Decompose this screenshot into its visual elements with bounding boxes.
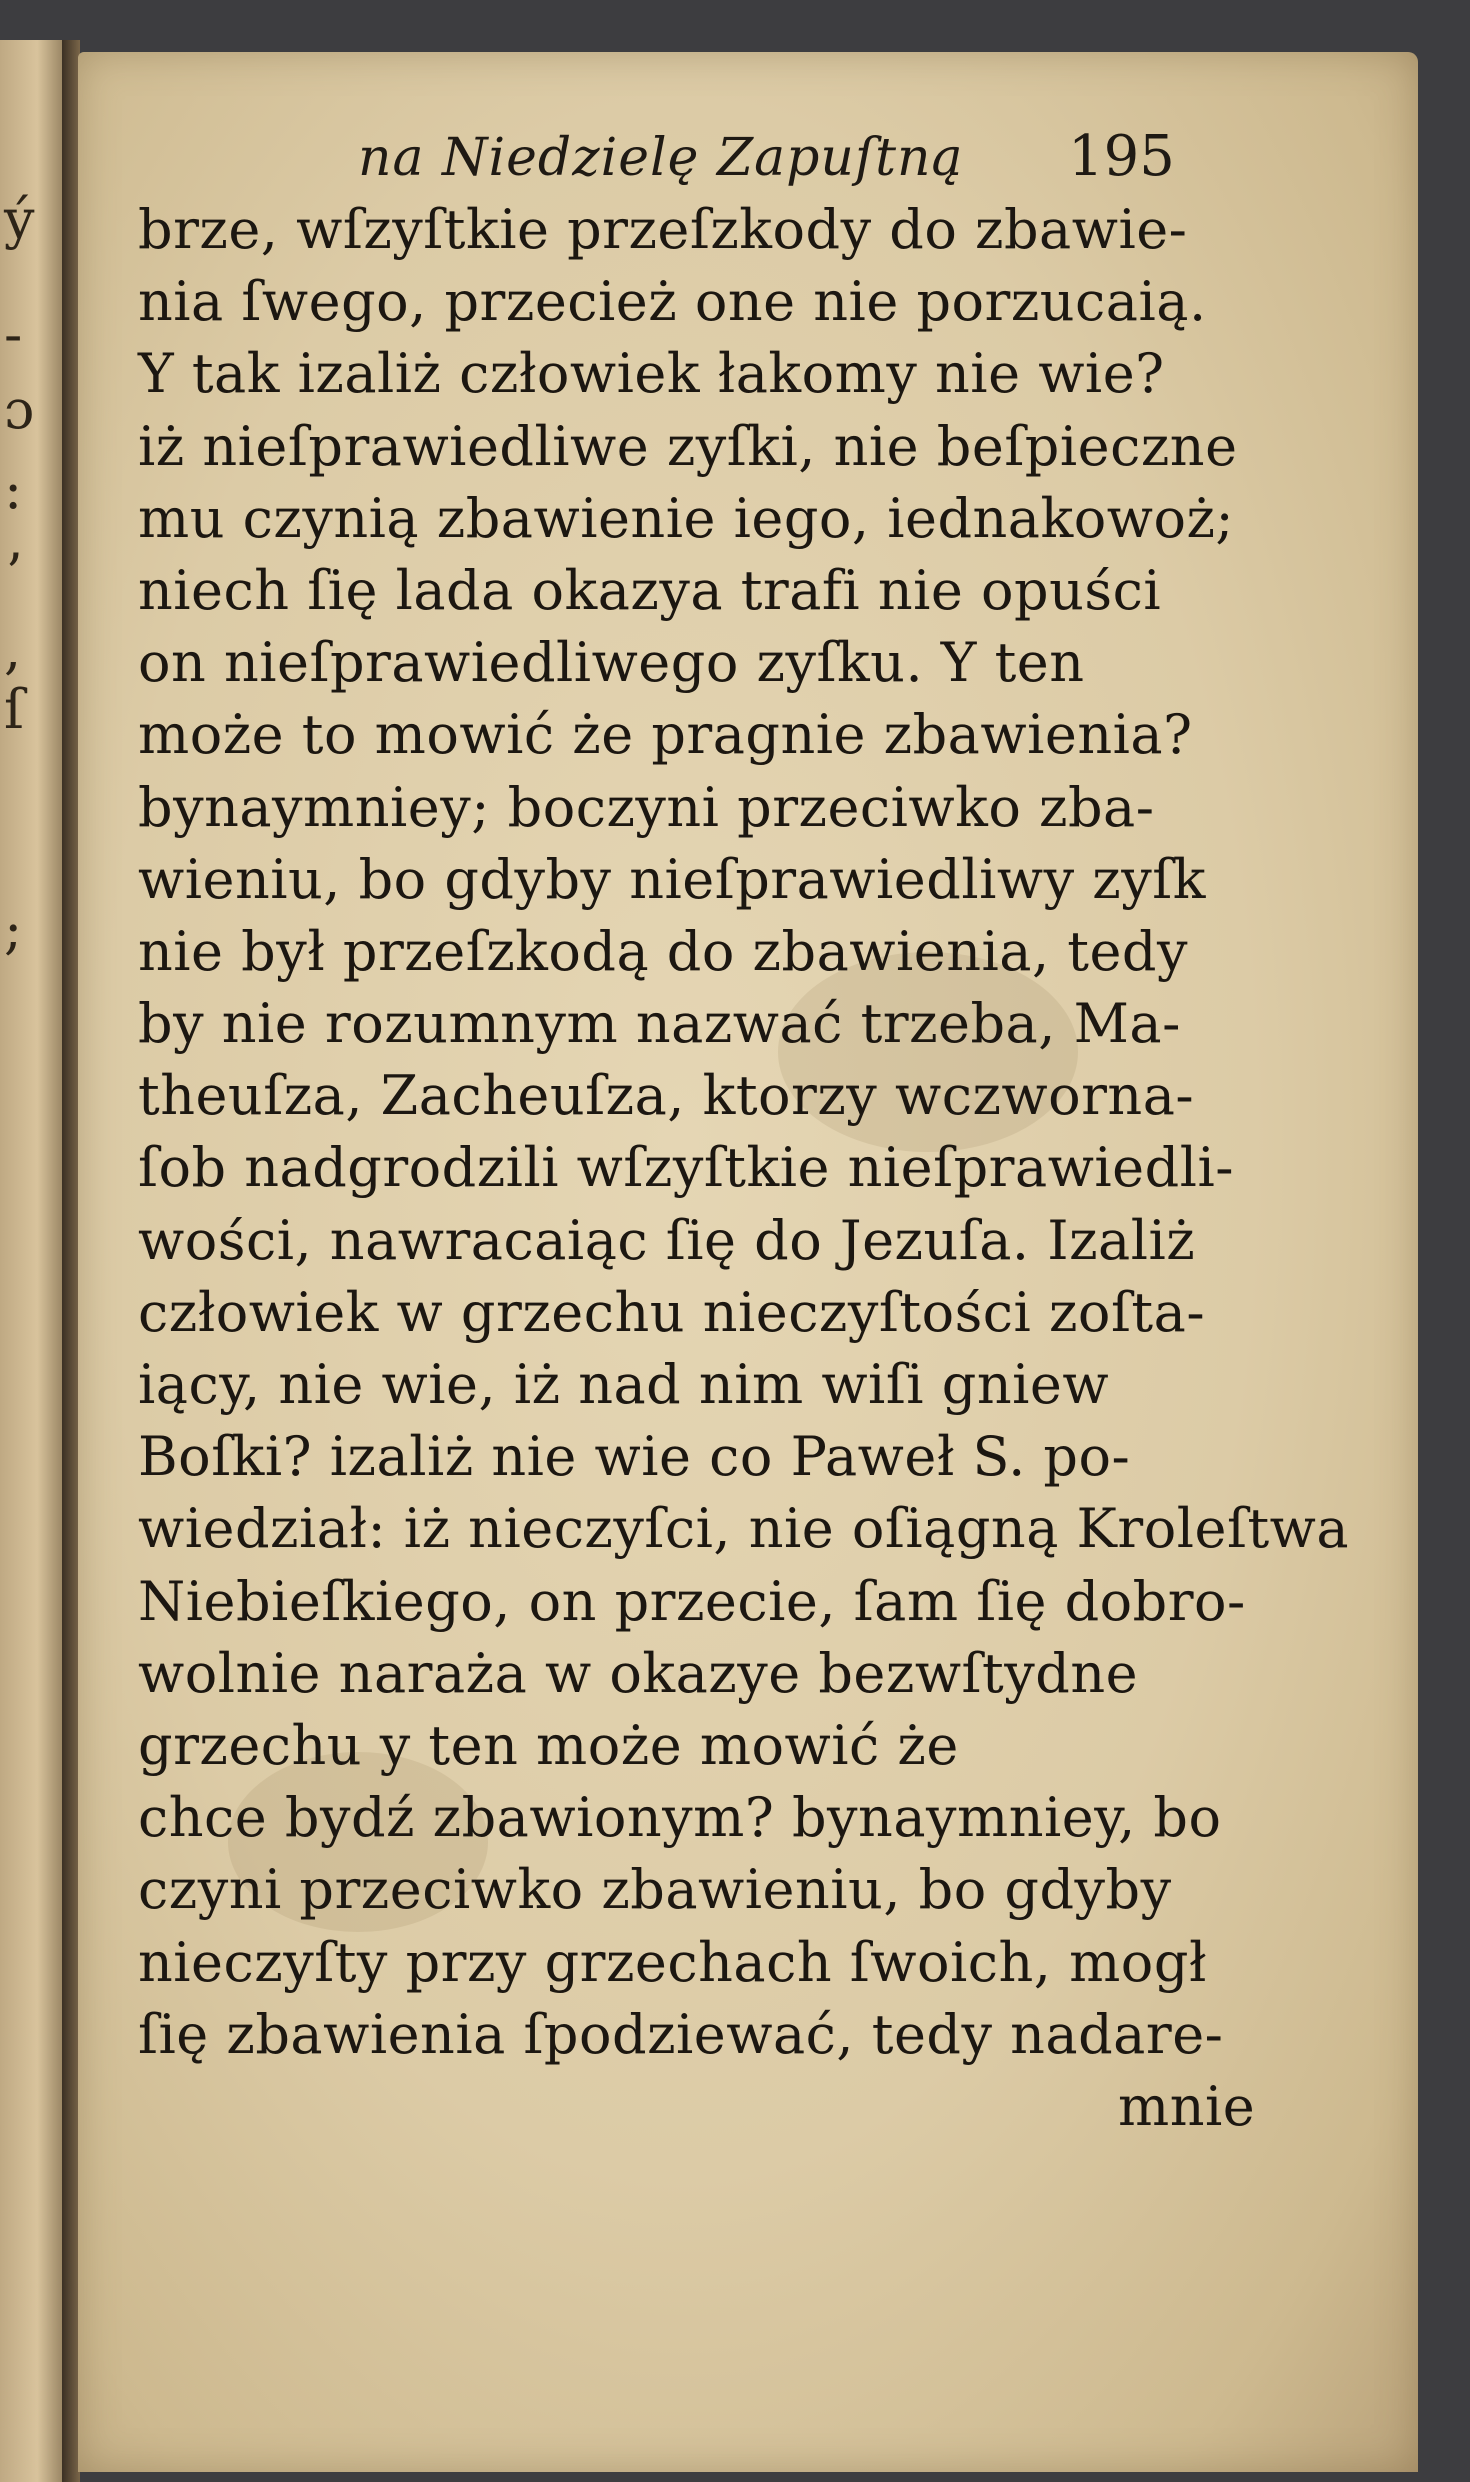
text-line: wiedział: iż nieczyſci, nie oſiągną Kroleſtwa xyxy=(138,1497,1350,1561)
text-line: brze, wſzyſtkie przeſzkody do zbawie- xyxy=(138,198,1188,261)
text-line: Boſki? izaliż nie wie co Paweł S. po- xyxy=(138,1425,1131,1489)
text-line: wości, nawracaiąc ſię do Jezuſa. Izaliż xyxy=(138,1208,1196,1272)
text-line: wolnie naraża w okazye bezwſtydne xyxy=(138,1641,1139,1705)
running-title: na Niedzielę Zapuſtną xyxy=(358,128,964,188)
text-line: Y tak izaliż człowiek łakomy nie wie? xyxy=(138,342,1165,406)
text-line: theuſza, Zacheuſza, ktorzy wczworna- xyxy=(138,1064,1195,1128)
text-line: iący, nie wie, iż nad nim wiſi gniew xyxy=(138,1353,1110,1416)
text-line: wieniu, bo gdyby nieſprawiedliwy zyſk xyxy=(138,847,1206,911)
text-line: mu czynią zbawienie iego, iednakowoż; xyxy=(138,486,1235,550)
body-text xyxy=(138,194,1350,2143)
text-line: nieczyſty przy grzechach ſwoich, mogł xyxy=(138,1930,1207,1994)
text-line: może to mowić że pragnie zbawienia? xyxy=(138,703,1193,767)
text-line: ſob nadgrodzili wſzyſtkie nieſprawiedli- xyxy=(138,1136,1234,1200)
previous-page-edge xyxy=(0,40,65,2482)
text-line: iż nieſprawiedliwe zyſki, nie beſpieczne xyxy=(138,414,1238,478)
fragment-char: ʼ xyxy=(4,543,22,606)
fragment-char: ý xyxy=(4,188,35,251)
page-number: 195 xyxy=(1068,124,1175,189)
text-line: bynaymniey; boczyni przeciwko zba- xyxy=(138,775,1155,839)
text-line: czyni przeciwko zbawieniu, bo gdyby xyxy=(138,1858,1172,1922)
text-line: by nie rozumnym nazwać trzeba, Ma- xyxy=(138,992,1181,1056)
fragment-char: ɔ xyxy=(4,378,35,441)
catchword: mnie xyxy=(1118,2074,1256,2138)
page-sheet xyxy=(78,52,1418,2472)
text-line: grzechu y ten może mowić że xyxy=(138,1713,959,1777)
text-line: nie był przeſzkodą do zbawienia, tedy xyxy=(138,919,1189,983)
text-line: człowiek w grzechu nieczyſtości zoſta- xyxy=(138,1280,1206,1344)
text-line: niech ſię lada okazya trafi nie opuści xyxy=(138,558,1162,622)
text-line: Niebieſkiego, on przecie, ſam ſię dobro- xyxy=(138,1569,1246,1633)
fragment-char: - xyxy=(4,303,23,366)
fragment-char: : xyxy=(4,458,23,521)
text-line: ſię zbawienia ſpodziewać, tedy nadare- xyxy=(138,2002,1224,2066)
fragment-char: ; xyxy=(4,898,23,961)
fragment-char: ſ xyxy=(4,678,24,741)
text-line: nia ſwego, przecież one nie porzucaią. xyxy=(138,270,1207,334)
text-line: chce bydź zbawionym? bynaymniey, bo xyxy=(138,1786,1222,1850)
fragment-char: , xyxy=(4,618,22,681)
text-line: on nieſprawiedliwego zyſku. Y ten xyxy=(138,631,1085,695)
